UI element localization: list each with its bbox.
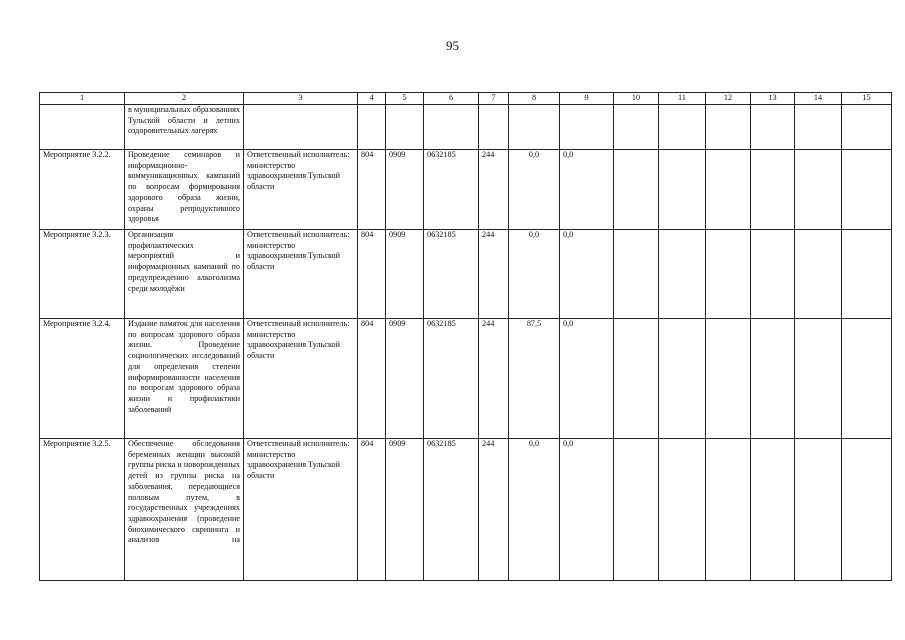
cell-col13: [751, 230, 795, 319]
cell-col11: [659, 105, 706, 150]
header-cell-13: 13: [751, 93, 795, 105]
cell-col10: [614, 439, 659, 581]
cell-vr: 244: [479, 319, 509, 439]
cell-col13: [751, 439, 795, 581]
cell-col15: [842, 230, 892, 319]
header-cell-15: 15: [842, 93, 892, 105]
cell-name: Мероприятие 3.2.2.: [40, 150, 125, 230]
cell-name: Мероприятие 3.2.4.: [40, 319, 125, 439]
cell-col8: 87,5: [509, 319, 560, 439]
cell-csr: 0632185: [424, 319, 479, 439]
cell-grbs: 804: [358, 319, 386, 439]
cell-vr: [479, 105, 509, 150]
cell-vr: 244: [479, 230, 509, 319]
header-cell-11: 11: [659, 93, 706, 105]
header-cell-10: 10: [614, 93, 659, 105]
cell-col12: [706, 319, 751, 439]
program-activities-table: [39, 92, 892, 581]
cell-col13: [751, 319, 795, 439]
cell-rzpr: 0909: [386, 150, 424, 230]
cell-col14: [795, 319, 842, 439]
cell-csr: 0632185: [424, 439, 479, 581]
cell-csr: 0632185: [424, 230, 479, 319]
cell-col11: [659, 230, 706, 319]
table-header-row: [40, 93, 892, 105]
cell-executor: [244, 105, 358, 150]
cell-description: Обеспечение обследования беременных женщин высокой группы риска и новорожденных детей из группы риска на заболевания, передающиеся половым путем, в государственных учреждениях здравоохранения (проведение биохимического скрининга и анализов на: [125, 439, 244, 581]
cell-col11: [659, 319, 706, 439]
table-row: [40, 230, 892, 319]
header-cell-9: 9: [560, 93, 614, 105]
cell-col9: 0,0: [560, 230, 614, 319]
cell-col10: [614, 230, 659, 319]
cell-col15: [842, 150, 892, 230]
cell-col9: 0,0: [560, 319, 614, 439]
header-cell-3: 3: [244, 93, 358, 105]
cell-col11: [659, 439, 706, 581]
header-cell-1: 1: [40, 93, 125, 105]
cell-grbs: [358, 105, 386, 150]
cell-description: Проведение семинаров и информационно-коммуникационных кампаний по вопросам формирования здорового образа жизни, охраны репродуктивного здоровья: [125, 150, 244, 230]
cell-col8: 0,0: [509, 150, 560, 230]
cell-vr: 244: [479, 150, 509, 230]
cell-col14: [795, 230, 842, 319]
cell-col8: [509, 105, 560, 150]
cell-executor: Ответственный исполнитель: министерство здравоохранения Тульской области: [244, 319, 358, 439]
table-row: [40, 439, 892, 581]
cell-grbs: 804: [358, 150, 386, 230]
cell-rzpr: 0909: [386, 439, 424, 581]
cell-col10: [614, 105, 659, 150]
cell-col10: [614, 319, 659, 439]
cell-description: Издание памяток для населения по вопросам здорового образа жизни. Проведение социологических исследований для определения степени информированности населения по вопросам здорового образа жизни и профилактики заболеваний: [125, 319, 244, 439]
cell-col13: [751, 105, 795, 150]
cell-grbs: 804: [358, 230, 386, 319]
header-cell-6: 6: [424, 93, 479, 105]
cell-col12: [706, 105, 751, 150]
header-cell-2: 2: [125, 93, 244, 105]
cell-csr: 0632185: [424, 150, 479, 230]
cell-col9: 0,0: [560, 439, 614, 581]
cell-executor: Ответственный исполнитель: министерство здравоохранения Тульской области: [244, 439, 358, 581]
header-cell-14: 14: [795, 93, 842, 105]
cell-col11: [659, 150, 706, 230]
cell-col12: [706, 439, 751, 581]
table-row: [40, 319, 892, 439]
header-cell-5: 5: [386, 93, 424, 105]
cell-col14: [795, 439, 842, 581]
cell-csr: [424, 105, 479, 150]
page-number: 95: [446, 38, 459, 53]
cell-col15: [842, 105, 892, 150]
header-cell-12: 12: [706, 93, 751, 105]
cell-description: в муниципальных образованиях Тульской области и летних оздоровительных лагерях: [125, 105, 244, 150]
cell-executor: Ответственный исполнитель: министерство здравоохранения Тульской области: [244, 230, 358, 319]
cell-rzpr: 0909: [386, 319, 424, 439]
cell-name: Мероприятие 3.2.3.: [40, 230, 125, 319]
cell-col15: [842, 319, 892, 439]
cell-rzpr: 0909: [386, 230, 424, 319]
table-row: [40, 150, 892, 230]
cell-col9: [560, 105, 614, 150]
cell-col10: [614, 150, 659, 230]
cell-vr: 244: [479, 439, 509, 581]
cell-col13: [751, 150, 795, 230]
cell-name: [40, 105, 125, 150]
header-cell-7: 7: [479, 93, 509, 105]
cell-description: Организация профилактических мероприятий и информационных кампаний по предупреждению алкоголизма среди молодёжи: [125, 230, 244, 319]
cell-rzpr: [386, 105, 424, 150]
header-cell-4: 4: [358, 93, 386, 105]
cell-col15: [842, 439, 892, 581]
cell-name: Мероприятие 3.2.5.: [40, 439, 125, 581]
cell-col9: 0,0: [560, 150, 614, 230]
cell-executor: Ответственный исполнитель: министерство здравоохранения Тульской области: [244, 150, 358, 230]
cell-col8: 0,0: [509, 439, 560, 581]
cell-col14: [795, 105, 842, 150]
header-cell-8: 8: [509, 93, 560, 105]
cell-col12: [706, 150, 751, 230]
cell-col12: [706, 230, 751, 319]
cell-col8: 0,0: [509, 230, 560, 319]
cell-grbs: 804: [358, 439, 386, 581]
cell-col14: [795, 150, 842, 230]
table-row-continuation: [40, 105, 892, 150]
